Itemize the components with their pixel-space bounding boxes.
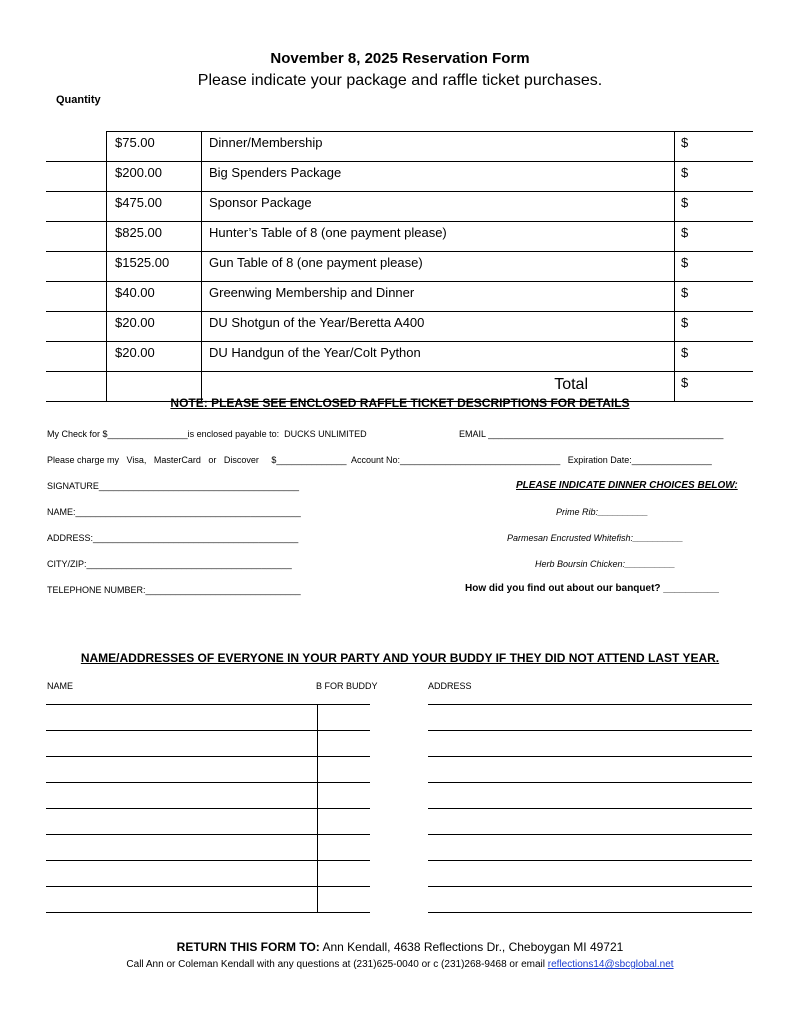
- package-row: [46, 282, 753, 312]
- form-title: November 8, 2025 Reservation Form: [270, 50, 530, 67]
- package-row: [46, 192, 753, 222]
- party-name-line[interactable]: [46, 782, 370, 783]
- whitefish-field[interactable]: Parmesan Encrusted Whitefish:__________: [507, 533, 684, 543]
- party-address-line[interactable]: [428, 756, 752, 757]
- email-link[interactable]: reflections14@sbcglobal.net: [547, 959, 674, 970]
- price-cell: $825.00: [107, 222, 202, 252]
- return-address: Ann Kendall, 4638 Reflections Dr., Cheboygan MI 49721: [319, 940, 624, 954]
- package-row: [46, 252, 753, 282]
- party-name-line[interactable]: [46, 912, 370, 913]
- buddy-divider: [317, 704, 318, 912]
- package-row: [46, 162, 753, 192]
- party-address-line[interactable]: [428, 730, 752, 731]
- party-name-line[interactable]: [46, 860, 370, 861]
- quantity-cell[interactable]: [46, 252, 107, 282]
- price-cell: $475.00: [107, 192, 202, 222]
- contact-line: [0, 959, 800, 970]
- amount-cell[interactable]: $: [675, 162, 754, 192]
- amount-cell[interactable]: $: [675, 222, 754, 252]
- quantity-cell[interactable]: [46, 342, 107, 372]
- col-name-label: NAME: [47, 681, 74, 691]
- description-cell: Dinner/Membership: [202, 132, 675, 162]
- description-cell: Hunter’s Table of 8 (one payment please): [202, 222, 675, 252]
- description-cell: Big Spenders Package: [202, 162, 675, 192]
- quantity-header: Quantity: [56, 94, 101, 106]
- party-heading: NAME/ADDRESSES OF EVERYONE IN YOUR PARTY AND YOUR BUDDY IF THEY DID NOT ATTEND LAST YEAR.: [80, 651, 720, 665]
- quantity-cell[interactable]: [46, 162, 107, 192]
- col-address-label: ADDRESS: [428, 681, 472, 691]
- price-cell: $20.00: [107, 342, 202, 372]
- credit-card-field[interactable]: Please charge my Visa, MasterCard or Discover $______________ Account No:________________________________ Expiration Date:________________: [47, 455, 712, 465]
- email-field[interactable]: EMAIL _______________________________________________: [459, 429, 724, 439]
- return-instructions: [0, 940, 800, 954]
- description-cell: DU Shotgun of the Year/Beretta A400: [202, 312, 675, 342]
- package-row: [46, 342, 753, 372]
- price-cell: $75.00: [107, 132, 202, 162]
- package-row: [46, 132, 753, 162]
- prime-rib-field[interactable]: Prime Rib:__________: [556, 507, 649, 517]
- amount-cell[interactable]: $: [675, 192, 754, 222]
- party-address-line[interactable]: [428, 860, 752, 861]
- party-name-line[interactable]: [46, 886, 370, 887]
- return-label: RETURN THIS FORM TO:: [176, 940, 320, 954]
- package-row: [46, 312, 753, 342]
- party-address-line[interactable]: [428, 808, 752, 809]
- description-cell: Sponsor Package: [202, 192, 675, 222]
- quantity-cell[interactable]: [46, 312, 107, 342]
- chicken-field[interactable]: Herb Boursin Chicken:__________: [535, 559, 676, 569]
- dinner-choices-heading: PLEASE INDICATE DINNER CHOICES BELOW:: [516, 480, 738, 491]
- amount-cell[interactable]: $: [675, 312, 754, 342]
- total-amount-cell[interactable]: $: [675, 372, 754, 402]
- quantity-cell[interactable]: [46, 222, 107, 252]
- package-table: [46, 131, 753, 402]
- quantity-cell[interactable]: [46, 132, 107, 162]
- party-address-line[interactable]: [428, 886, 752, 887]
- price-cell: $1525.00: [107, 252, 202, 282]
- party-address-line[interactable]: [428, 704, 752, 705]
- amount-cell[interactable]: $: [675, 342, 754, 372]
- party-name-line[interactable]: [46, 834, 370, 835]
- price-cell: $40.00: [107, 282, 202, 312]
- party-address-line[interactable]: [428, 912, 752, 913]
- party-name-line[interactable]: [46, 730, 370, 731]
- description-cell: Gun Table of 8 (one payment please): [202, 252, 675, 282]
- party-address-line[interactable]: [428, 782, 752, 783]
- description-cell: DU Handgun of the Year/Colt Python: [202, 342, 675, 372]
- col-buddy-label: B FOR BUDDY: [316, 681, 378, 691]
- telephone-field[interactable]: TELEPHONE NUMBER:_______________________________: [47, 585, 301, 595]
- check-field[interactable]: My Check for $________________is enclosed payable to: DUCKS UNLIMITED: [47, 429, 367, 439]
- amount-cell[interactable]: $: [675, 252, 754, 282]
- quantity-cell[interactable]: [46, 192, 107, 222]
- address-field[interactable]: ADDRESS:_________________________________________: [47, 533, 299, 543]
- party-name-line[interactable]: [46, 756, 370, 757]
- party-address-line[interactable]: [428, 834, 752, 835]
- total-label: Total: [554, 376, 588, 393]
- party-name-line[interactable]: [46, 808, 370, 809]
- form-subtitle: Please indicate your package and raffle ticket purchases.: [197, 72, 603, 89]
- amount-cell[interactable]: $: [675, 132, 754, 162]
- contact-text: Call Ann or Coleman Kendall with any questions at (231)625-0040 or c (231)268-9468 or email: [126, 959, 548, 970]
- name-field[interactable]: NAME:_____________________________________________: [47, 507, 301, 517]
- how-found-field[interactable]: How did you find out about our banquet? __________: [465, 583, 719, 594]
- package-row: [46, 222, 753, 252]
- signature-field[interactable]: SIGNATURE________________________________________: [47, 481, 300, 491]
- party-name-line[interactable]: [46, 704, 370, 705]
- price-cell: $20.00: [107, 312, 202, 342]
- amount-cell[interactable]: $: [675, 282, 754, 312]
- price-cell: $200.00: [107, 162, 202, 192]
- quantity-cell[interactable]: [46, 282, 107, 312]
- city-zip-field[interactable]: CITY/ZIP:_________________________________________: [47, 559, 292, 569]
- description-cell: Greenwing Membership and Dinner: [202, 282, 675, 312]
- raffle-note: NOTE: PLEASE SEE ENCLOSED RAFFLE TICKET DESCRIPTIONS FOR DETAILS: [170, 396, 630, 410]
